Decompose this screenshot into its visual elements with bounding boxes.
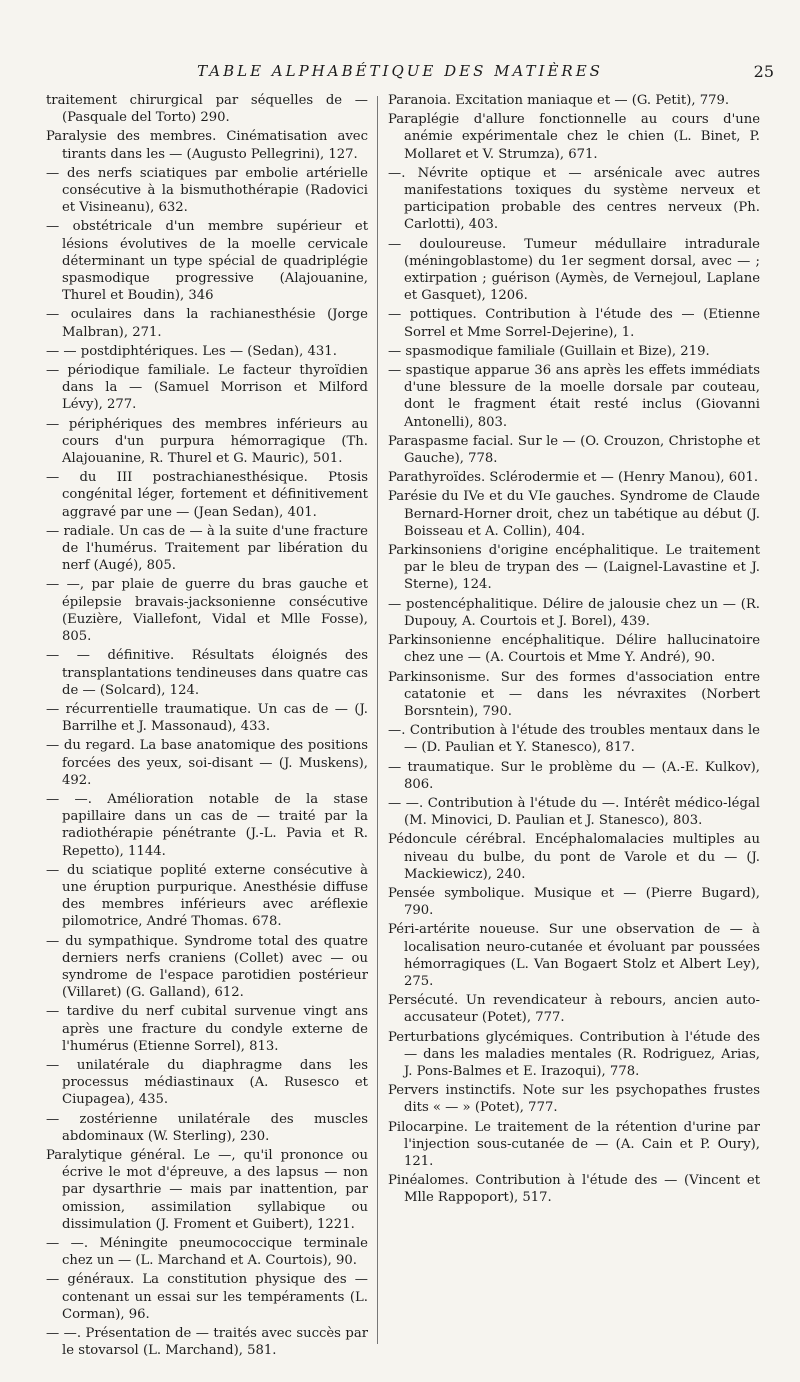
index-entry: — postencéphalitique. Délire de jalousie chez un — (R. Dupouy, A. Courtois et J. Borel), 439. — [388, 596, 760, 629]
index-entry: Paralytique général. Le —, qu'il prononce ou écrive le mot d'épreuve, a des lapsus — non par dysarthrie — mais par inattention, par omission, assimilation syllabique ou dissimulation (J. Froment et Guibert), 1221. — [46, 1147, 368, 1232]
index-entry: Paraspasme facial. Sur le — (O. Crouzon, Christophe et Gauche), 778. — [388, 433, 760, 467]
index-entry: Parkinsonisme. Sur des formes d'association entre catatonie et — dans les névraxites (Norbert Borsntein), 790. — [388, 669, 760, 719]
index-entry: — du sympathique. Syndrome total des quatre derniers nerfs craniens (Collet) avec — ou syndrome de l'espace parotidien postérieur (Villaret) (G. Galland), 612. — [46, 933, 368, 1001]
index-entry: — tardive du nerf cubital survenue vingt ans après une fracture du condyle externe de l'humérus (Etienne Sorrel), 813. — [46, 1004, 368, 1054]
running-title: TABLE ALPHABÉTIQUE DES MATIÈRES — [197, 62, 603, 80]
index-entry: — — définitive. Résultats éloignés des transplantations tendineuses dans quatre cas de — (Solcard), 124. — [46, 648, 368, 698]
index-entry: — zostérienne unilatérale des muscles abdominaux (W. Sterling), 230. — [46, 1111, 368, 1144]
index-entry: — douloureuse. Tumeur médullaire intradurale (méningoblastome) du 1er segment dorsal, avec — ; extirpation ; guérison (Aymès, de Vernejoul, Laplane et Gasquet), 1206. — [388, 236, 760, 304]
index-entry: Paraplégie d'allure fonctionnelle au cours d'une anémie expérimentale chez le chien (L. Binet, P. Mollaret et V. Strumza), 671. — [388, 112, 760, 162]
index-entry: — traumatique. Sur le problème du — (A.-E. Kulkov), 806. — [388, 759, 760, 792]
index-entry: Parkinsoniens d'origine encéphalitique. Le traitement par le bleu de trypan des — (Laignel-Lavastine et J. Sterne), 124. — [388, 543, 760, 593]
index-entry: — — postdiphtériques. Les — (Sedan), 431. — [46, 343, 337, 359]
index-entry: Parathyroïdes. Sclérodermie et — (Henry Manou), 601. — [388, 470, 759, 486]
index-entry: Pinéalomes. Contribution à l'étude des — (Vincent et Mlle Rappoport), 517. — [388, 1173, 760, 1206]
index-entry: Parkinsonienne encéphalitique. Délire hallucinatoire chez une — (A. Courtois et Mme Y. André), 90. — [388, 633, 760, 666]
index-entry: — —, par plaie de guerre du bras gauche et épilepsie bravais-jacksonienne consécutive (Euzière, Viallefont, Vidal et Mlle Fosse), 805. — [46, 577, 368, 645]
index-entry: Parésie du IVe et du VIe gauches. Syndrome de Claude Bernard-Horner droit, chez un tabétique au début (J. Boisseau et A. Collin), 404. — [388, 489, 760, 539]
index-entry: Persécuté. Un revendicateur à rebours, ancien auto-accusateur (Potet), 777. — [388, 993, 760, 1026]
right-column — [388, 92, 760, 1362]
index-entry: — généraux. La constitution physique des — contenant un essai sur les tempéraments (L. Corman), 96. — [46, 1272, 368, 1322]
index-entry: — radiale. Un cas de — à la suite d'une fracture de l'humérus. Traitement par libération du nerf (Augé), 805. — [46, 523, 368, 574]
page-header — [0, 62, 800, 88]
index-entry: Perturbations glycémiques. Contribution à l'étude des — dans les maladies mentales (R. Rodriguez, Arias, J. Pons-Balmes et E. Irazoqui), 778. — [388, 1029, 760, 1079]
index-entry: traitement chirurgical par séquelles de — (Pasquale del Torto) 290. — [46, 93, 368, 126]
index-entry: — —. Contribution à l'étude du —. Intérêt médico-légal (M. Minovici, D. Paulian et J. Stanesco), 803. — [388, 795, 760, 829]
page-number: 25 — [753, 62, 774, 81]
index-entry: — périphériques des membres inférieurs au cours d'un purpura hémorragique (Th. Alajouanine, R. Thurel et G. Mauric), 501. — [46, 416, 368, 467]
index-entry: — spastique apparue 36 ans après les effets immédiats d'une blessure de la moelle dorsale par couteau, dont le fragment était resté inclus (Giovanni Antonelli), 803. — [388, 363, 760, 430]
index-entry: — unilatérale du diaphragme dans les processus médiastinaux (A. Rusesco et Ciupagea), 435. — [46, 1057, 368, 1108]
left-column — [46, 92, 368, 1362]
index-entry: — du III postrachianesthésique. Ptosis congénital léger, fortement et définitivement aggravé par une — (Jean Sedan), 401. — [46, 470, 368, 520]
index-entry: Pédoncule cérébral. Encéphalomalacies multiples au niveau du bulbe, du pont de Varole et du — (J. Mackiewicz), 240. — [388, 832, 760, 882]
index-entry: Péri-artérite noueuse. Sur une observation de — à localisation neuro-cutanée et évoluant par poussées hémorragiques (L. Van Bogaert Stolz et Albert Ley), 275. — [388, 922, 760, 989]
index-entry: —. Névrite optique et — arsénicale avec autres manifestations toxiques du système nerveux et participation probable des centres nerveux (Ph. Carlotti), 403. — [388, 165, 760, 233]
index-entry: — oculaires dans la rachianesthésie (Jorge Malbran), 271. — [46, 307, 368, 340]
index-entry: — —. Méningite pneumococcique terminale chez un — (L. Marchand et A. Courtois), 90. — [46, 1236, 368, 1269]
index-entry: — du sciatique poplité externe consécutive à une éruption purpurique. Anesthésie diffuse des membres inférieurs avec aréflexie pilomotrice, André Thomas. 678. — [46, 862, 368, 930]
index-entry: Pensée symbolique. Musique et — (Pierre Bugard), 790. — [388, 885, 760, 919]
index-entry: — spasmodique familiale (Guillain et Bize), 219. — [388, 343, 710, 359]
index-entry: Paralysie des membres. Cinématisation avec tirants dans les — (Augusto Pellegrini), 127. — [46, 129, 368, 162]
index-entry: — —. Amélioration notable de la stase papillaire dans un cas de — traité par la radiothérapie pénétrante (J.-L. Pavia et R. Repetto), 1144. — [46, 791, 368, 859]
index-entry: Paranoia. Excitation maniaque et — (G. Petit), 779. — [388, 93, 730, 108]
index-entry: Pilocarpine. Le traitement de la rétention d'urine par l'injection sous-cutanée de — (A. Cain et P. Oury), 121. — [388, 1119, 760, 1169]
index-entry: Pervers instinctifs. Note sur les psychopathes frustes dits « — » (Potet), 777. — [388, 1083, 760, 1116]
column-divider — [377, 96, 378, 1344]
index-entry: — du regard. La base anatomique des positions forcées des yeux, soi-disant — (J. Muskens), 492. — [46, 738, 368, 788]
index-entry: — obstétricale d'un membre supérieur et lésions évolutives de la moelle cervicale déterminant un type spécial de quadriplégie spasmodique progressive (Alajouanine, Thurel et Boudin), 346 — [46, 219, 368, 304]
index-entry: —. Contribution à l'étude des troubles mentaux dans le — (D. Paulian et Y. Stanesco), 817. — [388, 723, 760, 756]
index-entry: — périodique familiale. Le facteur thyroïdien dans la — (Samuel Morrison et Milford Lévy), 277. — [46, 363, 368, 413]
index-entry: — récurrentielle traumatique. Un cas de — (J. Barrilhe et J. Massonaud), 433. — [46, 701, 368, 735]
index-entry: — des nerfs sciatiques par embolie artérielle consécutive à la bismuthothérapie (Radovici et Visineanu), 632. — [46, 165, 368, 216]
index-entry: — —. Présentation de — traités avec succès par le stovarsol (L. Marchand), 581. — [46, 1326, 368, 1359]
index-entry: — pottiques. Contribution à l'étude des — (Etienne Sorrel et Mme Sorrel-Dejerine), 1. — [388, 307, 760, 340]
